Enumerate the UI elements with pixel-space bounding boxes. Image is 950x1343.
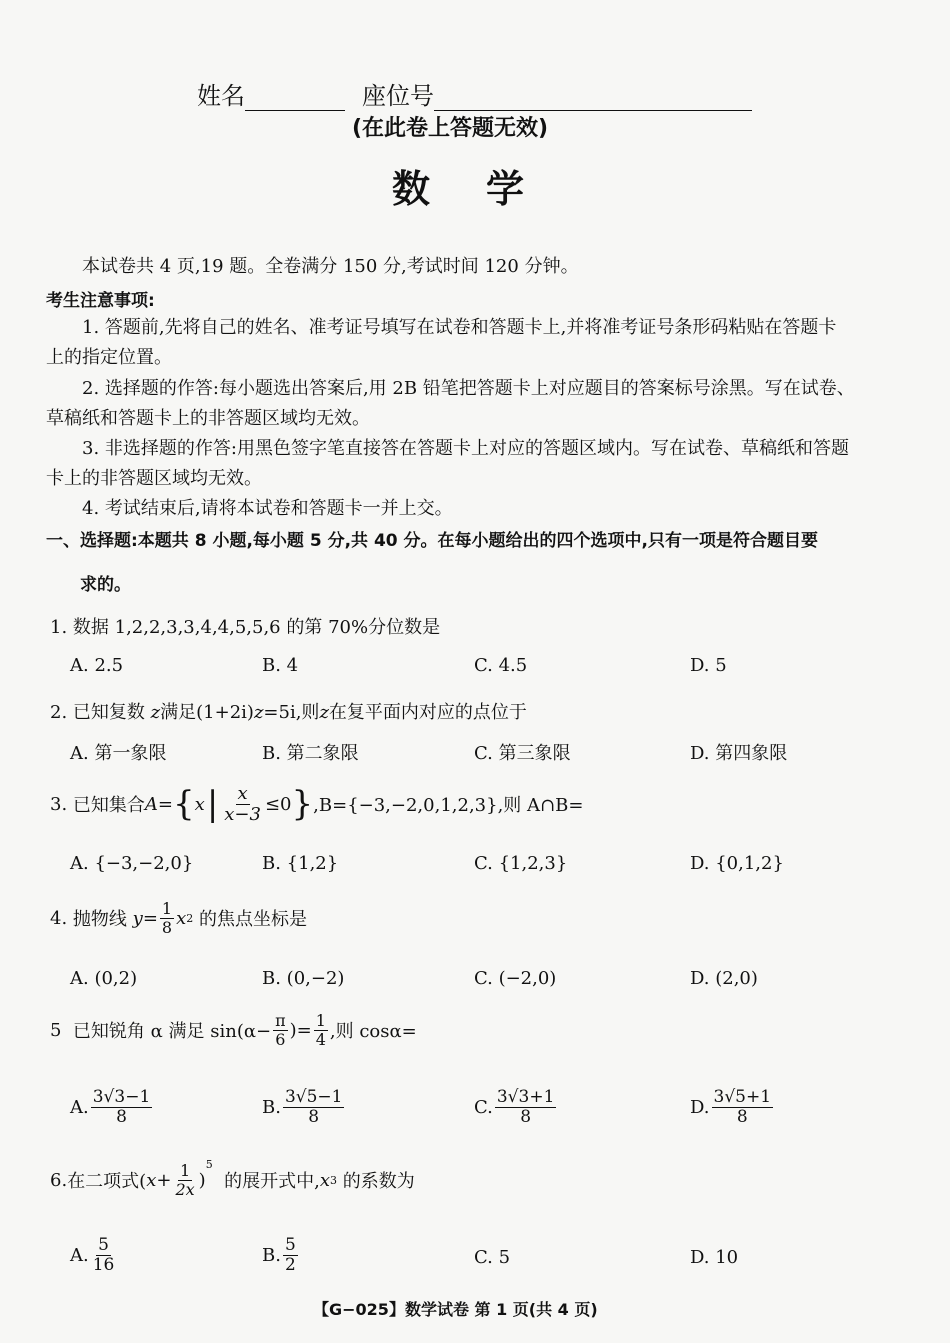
q3-text: ≤0	[264, 793, 292, 815]
notice-title: 考生注意事项:	[46, 291, 155, 311]
q2-text: 已知复数	[72, 702, 145, 723]
q6-number: 6.	[50, 1169, 68, 1191]
question-3	[50, 784, 583, 825]
q5-option-fraction	[283, 1088, 345, 1126]
q5-frac-den: 8	[520, 1106, 532, 1127]
q3-number: 3.	[50, 793, 68, 815]
q5-frac-den: 6	[275, 1029, 286, 1049]
intro-text: 本试卷共 4 页,19 题。全卷满分 150 分,考试时间 120 分钟。	[82, 256, 579, 277]
q4-fraction	[160, 900, 174, 936]
q6-frac-num: 5	[284, 1235, 296, 1255]
q5-option-a	[70, 1088, 154, 1126]
notice-line: 1. 答题前,先将自己的姓名、准考证号填写在试卷和答题卡上,并将准考证号条形码粘贴在答题卡	[82, 317, 837, 338]
q5-option-b	[262, 1088, 346, 1126]
q4-option-a: A. (0,2)	[70, 968, 138, 989]
q5-option-fraction	[712, 1088, 774, 1126]
q5-text: 已知锐角 α 满足 sin(α−	[72, 1021, 272, 1043]
q6-text: 在二项式(	[67, 1171, 147, 1193]
q6-option-label: B.	[262, 1244, 281, 1266]
q2-text: 满足(1+2i)	[160, 702, 254, 723]
q5-frac-num: 3√5−1	[284, 1087, 343, 1107]
invalid-answer-warning: (在此卷上答题无效)	[352, 116, 549, 141]
q4-text: 抛物线	[72, 909, 127, 931]
section-heading: 一、选择题:本题共 8 小题,每小题 5 分,共 40 分。在每小题给出的四个选项中,只有一项是符合题目要	[46, 531, 818, 551]
q3-frac-num: x	[237, 783, 248, 804]
question-5	[50, 1012, 417, 1048]
q3-option-a: A. {−3,−2,0}	[70, 853, 194, 874]
question-6	[50, 1158, 415, 1199]
q4-option-b: B. (0,−2)	[262, 968, 345, 989]
seat-label: 座位号	[362, 82, 434, 110]
q1-option-a: A. 2.5	[70, 655, 124, 676]
q3-text: =	[157, 793, 174, 815]
q5-option-d	[690, 1088, 775, 1126]
q5-frac-num: 3√3+1	[496, 1087, 555, 1107]
q6-exponent: 5	[205, 1158, 213, 1171]
question-4	[50, 900, 307, 936]
q2-option-a: A. 第一象限	[70, 743, 167, 764]
q2-text: =5i,则	[263, 702, 320, 723]
q4-frac-num: 1	[161, 899, 173, 918]
q1-option-c: C. 4.5	[474, 655, 528, 676]
q6-frac-den: 16	[92, 1254, 115, 1275]
q6-frac-den: 2	[284, 1254, 296, 1275]
q6-text: +	[156, 1169, 172, 1191]
q6-option-a	[70, 1236, 118, 1274]
q6-text: )	[198, 1169, 206, 1191]
q6-exponent: 3	[330, 1173, 338, 1187]
q6-frac-num: 1	[179, 1161, 191, 1180]
q2-var: z	[150, 702, 161, 723]
section-heading-cont: 求的。	[80, 575, 131, 595]
name-label: 姓名	[197, 82, 245, 110]
q2-var: z	[253, 702, 264, 723]
q3-option-c: C. {1,2,3}	[474, 853, 568, 874]
q2-option-b: B. 第二象限	[262, 743, 359, 764]
q3-text: ,B={−3,−2,0,1,2,3},则 A∩B=	[313, 795, 584, 817]
q5-option-label: D.	[690, 1096, 710, 1118]
q1-option-b: B. 4	[262, 655, 299, 676]
q6-option-label: A.	[70, 1244, 89, 1266]
q4-text: =	[142, 907, 158, 929]
q5-number: 5	[50, 1019, 62, 1041]
notice-line: 2. 选择题的作答:每小题选出答案后,用 2B 铅笔把答题卡上对应题目的答案标号涂黑。写在试卷、	[82, 378, 855, 399]
q3-text: 已知集合	[72, 795, 145, 817]
page-title: 数学	[392, 166, 581, 211]
q3-option-b: B. {1,2}	[262, 853, 339, 874]
q5-frac-den: 8	[308, 1106, 320, 1127]
q4-var: x	[176, 907, 187, 929]
page-footer: 【G−025】数学试卷 第 1 页(共 4 页)	[313, 1300, 598, 1319]
q6-option-b	[262, 1236, 300, 1274]
q4-var: y	[132, 907, 143, 929]
q3-fraction	[222, 784, 263, 825]
notice-line: 卡上的非答题区域均无效。	[46, 468, 262, 489]
q5-frac-den: 8	[736, 1106, 748, 1127]
q4-number: 4.	[50, 907, 68, 929]
q5-text: )=	[289, 1019, 312, 1041]
q2-option-c: C. 第三象限	[474, 743, 571, 764]
question-2	[50, 698, 527, 724]
q6-text: 的系数为	[342, 1171, 415, 1193]
q5-frac-num: π	[275, 1011, 286, 1030]
q3-set-a: A	[144, 793, 158, 815]
q6-fraction	[173, 1162, 196, 1198]
q4-option-d: D. (2,0)	[690, 968, 758, 989]
q4-exponent: 2	[186, 911, 194, 925]
q3-option-d: D. {0,1,2}	[690, 853, 784, 874]
q6-frac-den: 2x	[175, 1179, 195, 1199]
notice-line: 草稿纸和答题卡上的非答题区域均无效。	[46, 408, 370, 429]
q1-option-d: D. 5	[690, 655, 727, 676]
seat-field	[362, 76, 752, 111]
q4-text: 的焦点坐标是	[199, 909, 307, 931]
q6-frac-num: 5	[98, 1235, 109, 1255]
q5-text: ,则 cosα=	[329, 1021, 417, 1043]
q6-option-d: D. 10	[690, 1247, 739, 1268]
q6-option-fraction	[91, 1236, 117, 1274]
q3-frac-den: x−3	[224, 803, 261, 825]
q2-option-d: D. 第四象限	[690, 743, 788, 764]
q3-bar: |	[206, 784, 219, 825]
q6-option-fraction	[283, 1236, 298, 1274]
q6-var: x	[319, 1169, 331, 1191]
q2-text: 在复平面内对应的点位于	[328, 702, 527, 723]
notice-line: 3. 非选择题的作答:用黑色签字笔直接答在答题卡上对应的答题区域内。写在试卷、草稿纸和答题	[82, 438, 849, 459]
question-1: 1. 数据 1,2,2,3,3,4,4,5,5,6 的第 70%分位数是	[50, 617, 441, 638]
q3-var: x	[194, 793, 205, 815]
q6-var: x	[146, 1169, 157, 1191]
q3-brace: }	[291, 784, 314, 825]
seat-blank	[434, 88, 752, 111]
q5-fraction-quarter	[314, 1012, 328, 1048]
q5-option-fraction	[91, 1088, 153, 1126]
q5-option-fraction	[495, 1088, 557, 1126]
q2-var: z	[319, 702, 329, 723]
q6-text: 的展开式中,	[224, 1171, 320, 1193]
notice-line: 4. 考试结束后,请将本试卷和答题卡一并上交。	[82, 498, 453, 519]
q5-frac-num: 3√5+1	[713, 1087, 772, 1107]
q2-number: 2.	[50, 702, 68, 723]
q5-frac-num: 1	[315, 1011, 326, 1030]
q5-option-label: C.	[474, 1096, 493, 1118]
q5-frac-den: 4	[315, 1029, 326, 1049]
q5-frac-den: 8	[116, 1106, 127, 1127]
q5-fraction-pi6	[273, 1012, 288, 1048]
q5-option-label: A.	[70, 1096, 89, 1118]
q3-brace: {	[173, 784, 195, 825]
name-field	[197, 76, 345, 111]
q5-frac-num: 3√3−1	[92, 1087, 151, 1107]
q5-option-label: B.	[262, 1096, 281, 1118]
q6-option-c: C. 5	[474, 1247, 511, 1268]
name-blank	[245, 88, 345, 111]
q4-frac-den: 8	[161, 917, 173, 937]
q4-option-c: C. (−2,0)	[474, 968, 557, 989]
q5-option-c	[474, 1088, 558, 1126]
notice-line: 上的指定位置。	[46, 347, 172, 368]
